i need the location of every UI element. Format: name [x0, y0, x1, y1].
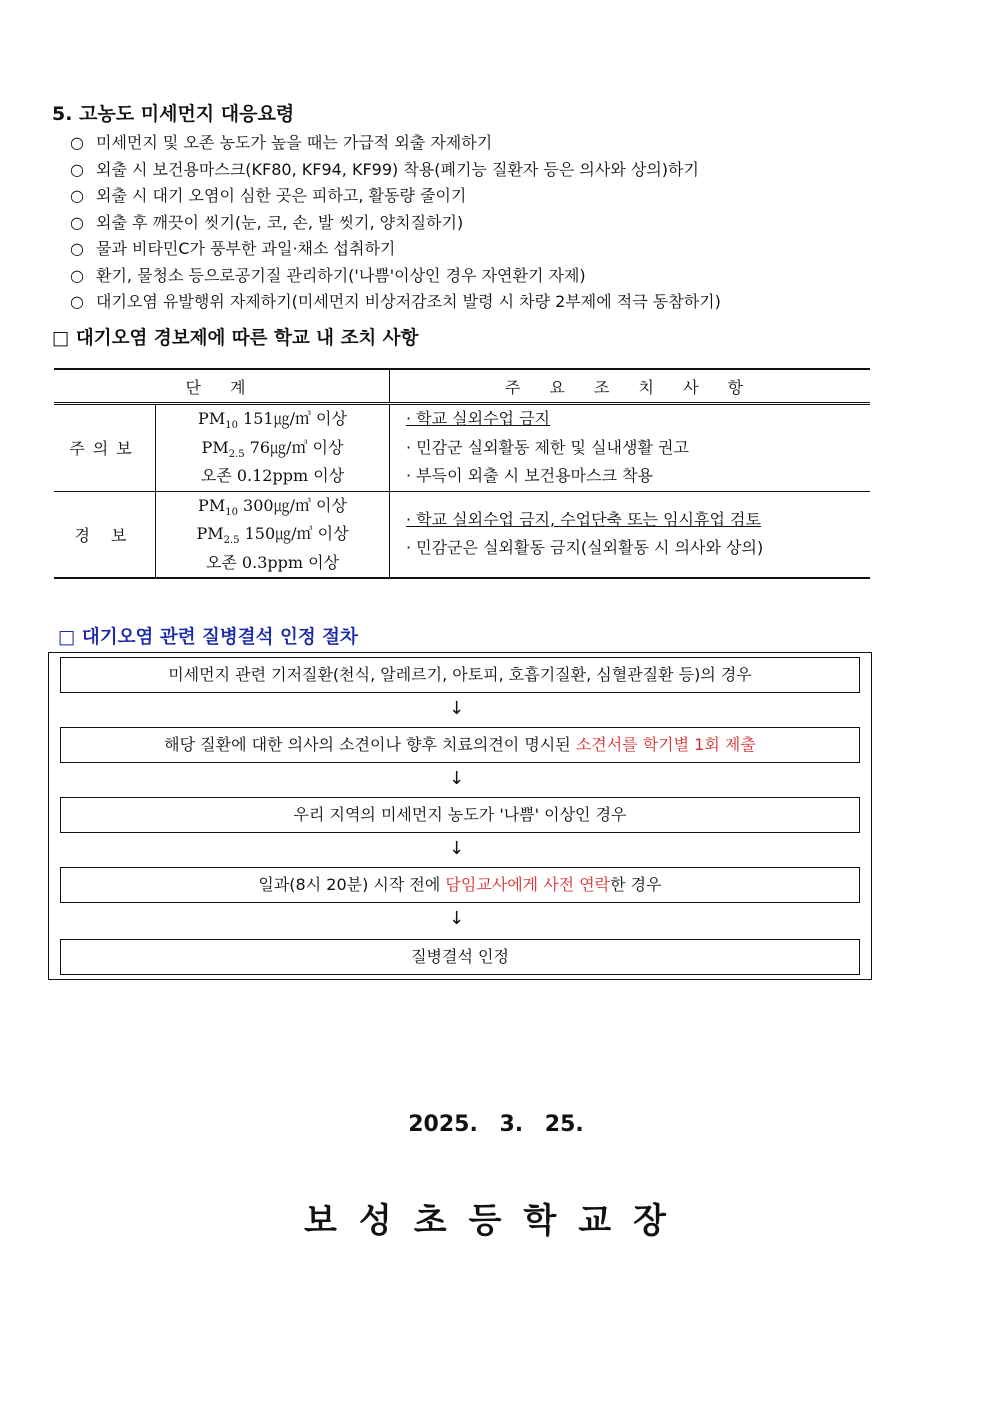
list-item: ○ 외출 후 깨끗이 씻기(눈, 코, 손, 발 씻기, 양치질하기)	[70, 210, 721, 237]
flow-step-1: 미세먼지 관련 기저질환(천식, 알레르기, 아토피, 호흡기질환, 심혈관질환 등)의 경우	[60, 657, 860, 693]
alert-section-title: □ 대기오염 경보제에 따른 학교 내 조치 사항	[52, 328, 419, 349]
stage-advisory: 주의보	[54, 404, 156, 492]
alert-table	[54, 368, 870, 579]
down-arrow-icon: ↓	[449, 838, 465, 859]
action-item: · 학교 실외수업 금지, 수업단축 또는 임시휴업 검토	[406, 509, 761, 529]
action-item: · 민감군은 실외활동 금지(실외활동 시 의사와 상의)	[406, 538, 764, 558]
flow-step-2: 해당 질환에 대한 의사의 소견이나 향후 치료의견이 명시된 소견서를 학기별 1회 제출	[60, 727, 860, 763]
document-date: 2025. 3. 25.	[408, 1112, 584, 1137]
guideline-list	[70, 130, 721, 316]
flow-step-3: 우리 지역의 미세먼지 농도가 '나쁨' 이상인 경우	[60, 797, 860, 833]
actions-cell	[390, 404, 871, 492]
down-arrow-icon: ↓	[449, 698, 465, 719]
threshold-cell	[156, 491, 390, 578]
action-item: · 학교 실외수업 금지	[406, 409, 550, 428]
ozone-threshold: 오존 0.12ppm 이상	[200, 466, 345, 485]
ozone-threshold: 오존 0.3ppm 이상	[205, 552, 340, 572]
table-header-row	[54, 369, 870, 404]
circle-bullet-icon: ○	[70, 133, 84, 152]
list-item: ○ 외출 시 대기 오염이 심한 곳은 피하고, 활동량 줄이기	[70, 183, 721, 210]
flow-step-4: 일과(8시 20분) 시작 전에 담임교사에게 사전 연락한 경우	[60, 867, 860, 903]
procedure-flowchart	[48, 652, 872, 980]
list-item: ○ 미세먼지 및 오존 농도가 높을 때는 가급적 외출 자제하기	[70, 130, 721, 157]
table-row	[54, 404, 870, 492]
threshold-cell	[156, 404, 390, 492]
flow-step-5: 질병결석 인정	[60, 939, 860, 975]
column-header-stage: 단 계	[54, 369, 390, 404]
pm10-threshold: $PM_{10}$ 151㎍/㎥ 이상	[198, 409, 347, 432]
action-item: · 부득이 외출 시 보건용마스크 착용	[406, 466, 653, 485]
action-item: · 민감군 실외활동 제한 및 실내생활 권고	[406, 437, 689, 457]
circle-bullet-icon: ○	[70, 212, 84, 232]
circle-bullet-icon: ○	[70, 159, 84, 179]
list-item: ○ 물과 비타민C가 풍부한 과일·채소 섭취하기	[70, 236, 721, 263]
pm25-threshold: $PM_{2.5}$ 150㎍/㎥ 이상	[196, 524, 349, 547]
section-title: 5. 고농도 미세먼지 대응요령	[52, 103, 295, 125]
pm25-threshold: $PM_{2.5}$ 76㎍/㎥ 이상	[201, 437, 344, 460]
table-row	[54, 491, 870, 578]
column-header-actions: 주 요 조 치 사 항	[390, 369, 871, 404]
list-item: ○ 외출 시 보건용마스크(KF80, KF94, KF99) 착용(폐기능 질환자 등은 의사와 상의)하기	[70, 157, 721, 184]
circle-bullet-icon: ○	[70, 239, 84, 258]
circle-bullet-icon: ○	[70, 292, 84, 311]
procedure-title: □ 대기오염 관련 질병결석 인정 절차	[58, 627, 358, 648]
circle-bullet-icon: ○	[70, 186, 84, 205]
down-arrow-icon: ↓	[449, 768, 465, 789]
stage-warning: 경 보	[54, 491, 156, 578]
signature-principal: 보성초등학교장	[304, 1201, 688, 1241]
down-arrow-icon: ↓	[449, 908, 465, 929]
actions-cell	[390, 491, 871, 578]
list-item: ○ 환기, 물청소 등으로공기질 관리하기('나쁨'이상인 경우 자연환기 자제)	[70, 263, 721, 290]
pm10-threshold: $PM_{10}$ 300㎍/㎥ 이상	[198, 495, 347, 518]
circle-bullet-icon: ○	[70, 265, 84, 285]
list-item: ○ 대기오염 유발행위 자제하기(미세먼지 비상저감조치 발령 시 차량 2부제에 적극 동참하기)	[70, 289, 721, 316]
